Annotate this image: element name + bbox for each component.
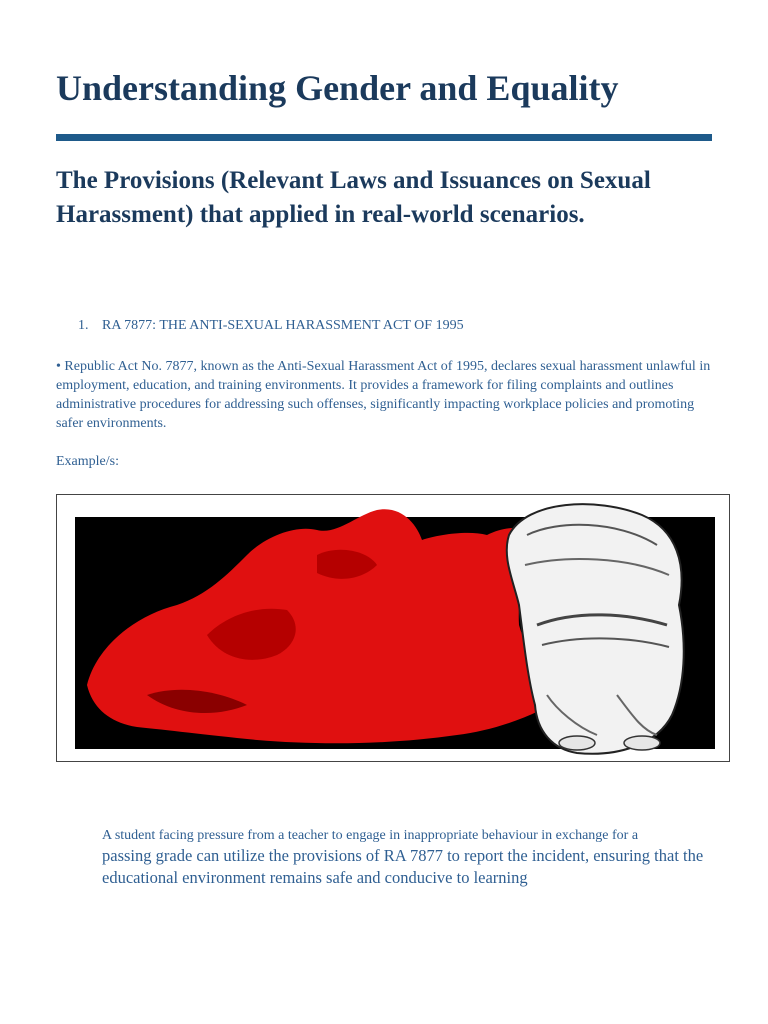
body-paragraph: • Republic Act No. 7877, known as the Anti-Sexual Harassment Act of 1995, declares sexual harassment unlawful in employment, education, and training environments. It provides a framework for filing complaints and outlines administrative procedures for addressing such offenses, significantly impacting workplace policies and promoting safer environments.: [56, 359, 711, 431]
harassment-illustration: [56, 494, 730, 762]
example-text-lead: A student facing pressure from a teacher to engage in inappropriate behaviour in exchange for a: [102, 828, 639, 843]
example-text-rest: passing grade can utilize the provisions of RA 7877 to report the incident, ensuring that the educational environment remains safe and conducive to learning: [102, 846, 704, 887]
section-subtitle: The Provisions (Relevant Laws and Issuances on Sexual Harassment) that applied in real-world scenarios.: [56, 167, 651, 228]
harassment-illustration-graphic: [57, 495, 729, 761]
example-label: Example/s:: [56, 454, 119, 469]
list-item-text: RA 7877: THE ANTI-SEXUAL HARASSMENT ACT OF 1995: [102, 318, 464, 333]
page-title: Understanding Gender and Equality: [56, 68, 619, 108]
example-text: [102, 826, 722, 889]
title-divider: [56, 134, 712, 141]
list-item-number: 1.: [78, 318, 89, 333]
list-item: [78, 317, 718, 335]
